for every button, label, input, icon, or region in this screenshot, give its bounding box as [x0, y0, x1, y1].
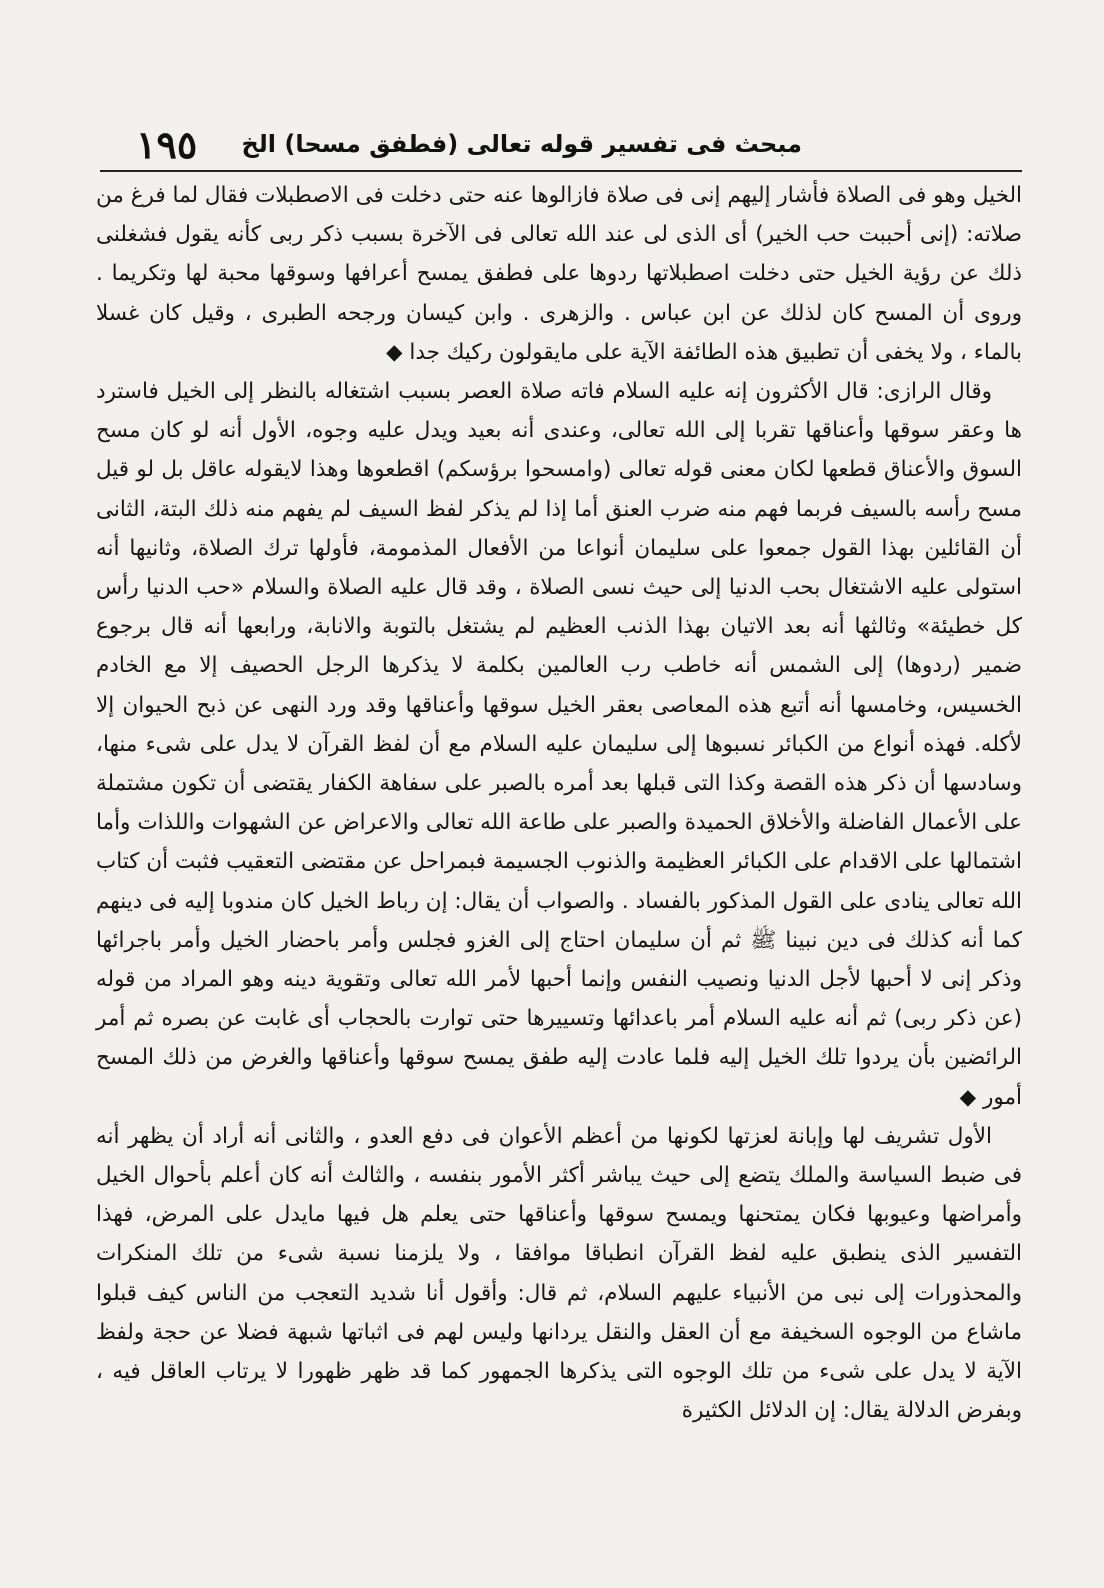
paragraph: الخيل وهو فى الصلاة فأشار إليهم إنى فى صلاة فازالوها عنه حتى دخلت فى الاصطبلات فقال لما فرغ من صلاته: (إنى أحببت حب الخير) أى الذى لى عند الله تعالى فى الآخرة بسبب ذكر ربى كأنه يقول فشغلنى ذلك عن رؤية الخيل حتى دخلت اصطبلاتها ردوها على فطفق يمسح أعرافها وسوقها محبة لها وتكريما . وروى أن المسح كان لذلك عن ابن عباس . والزهرى . وابن كيسان ورجحه الطبرى ، وقيل كان غسلا بالماء ، ولا يخفى أن تطبيق هذه الطائفة الآية على مايقولون ركيك جدا ◆ — [96, 183, 1022, 365]
page-number: ١٩٥ — [136, 122, 198, 167]
header-rule — [100, 170, 1022, 172]
paragraph: الأول تشريف لها وإبانة لعزتها لكونها من أعظم الأعوان فى دفع العدو ، والثانى أنه أراد أن يظهر أنه فى ضبط السياسة والملك يتضع إلى حيث يباشر أكثر الأمور بنفسه ، والثالث أنه كان أعلم بأحوال الخيل وأمراضها وعيوبها فكان يمتحنها ويمسح سوقها وأعناقها حتى يعلم هل فيها مايدل على المرض، فهذا التفسير الذى ينطبق عليه لفظ القرآن انطباقا موافقا ، ولا يلزمنا نسبة شىء من تلك المنكرات والمحذورات إلى نبى من الأنبياء عليهم السلام، ثم قال: وأقول أنا شديد التعجب من الناس كيف قبلوا ماشاع من الوجوه السخيفة مع أن العقل والنقل يردانها وليس لهم فى اثباتها شبهة فضلا عن حجة ولفظ الآية لا يدل على شىء من تلك الوجوه التى يذكرها الجمهور كما قد ظهر ظهورا لا يرتاب العاقل فيه ، وبفرض الدلالة يقال: إن الدلائل الكثيرة — [96, 1123, 1022, 1424]
running-title: مبحث فى تفسير قوله تعالى (فطفق مسحا) الخ — [241, 130, 802, 158]
body-text — [96, 176, 1022, 1431]
paragraph: وقال الرازى: قال الأكثرون إنه عليه السلام فاته صلاة العصر بسبب اشتغاله بالنظر إلى الخيل فاسترد ها وعقر سوقها وأعناقها تقربا إلى الله تعالى، وعندى أنه بعيد ويدل عليه وجوه، الأول أنه لو كان مسح السوق والأعناق قطعها لكان معنى قوله تعالى (وامسحوا برؤسكم) اقطعوها وهذا لايقوله عاقل بل لو قيل مسح رأسه بالسيف فربما فهم منه ضرب العنق أما إذا لم يذكر لفظ السيف لم يفهم منه ذلك البتة، الثانى أن القائلين بهذا القول جمعوا على سليمان أنواعا من الأفعال المذمومة، فأولها ترك الصلاة، وثانيها أنه استولى عليه الاشتغال بحب الدنيا إلى حيث نسى الصلاة ، وقد قال عليه الصلاة والسلام «حب الدنيا رأس كل خطيئة» وثالثها أنه بعد الاتيان بهذا الذنب العظيم لم يشتغل بالتوبة والانابة، ورابعها أنه قال برجوع ضمير (ردوها) إلى الشمس أنه خاطب رب العالمين بكلمة لا يذكرها الرجل الحصيف إلا مع الخادم الخسيس، وخامسها أنه أتبع هذه المعاصى بعقر الخيل سوقها وأعناقها وقد ورد النهى عن ذبح الحيوان إلا لأكله. فهذه أنواع من الكبائر نسبوها إلى سليمان عليه السلام مع أن لفظ القرآن لا يدل على شىء منها، وسادسها أن ذكر هذه القصة وكذا التى قبلها بعد أمره بالصبر على سفاهة الكفار يقتضى أن تكون مشتملة على الأعمال الفاضلة والأخلاق الحميدة والصبر على طاعة الله تعالى والاعراض عن الشهوات واللذات وأما اشتمالها على الاقدام على الكبائر العظيمة والذنوب الجسيمة فبمراحل عن مقتضى التعقيب فثبت أن كتاب الله تعالى ينادى على القول المذكور بالفساد . والصواب أن يقال: إن رباط الخيل كان مندوبا إليه فى دينهم كما أنه كذلك فى دين نبينا ﷺ ثم أن سليمان احتاج إلى الغزو فجلس وأمر باحضار الخيل وأمر باجرائها وذكر إنى لا أحبها لأجل الدنيا ونصيب النفس وإنما أحبها لأمر الله تعالى وتقوية دينه وهو المراد من قوله (عن ذكر ربى) ثم أنه عليه السلام أمر باعدائها وتسييرها حتى توارت بالحجاب أى غابت عن بصره ثم أمر الرائضين بأن يردوا تلك الخيل إليه فلما عادت إليه طفق يمسح سوقها وأعناقها والغرض من ذلك المسح أمور ◆ — [96, 379, 1022, 1110]
page-header — [100, 118, 1022, 170]
